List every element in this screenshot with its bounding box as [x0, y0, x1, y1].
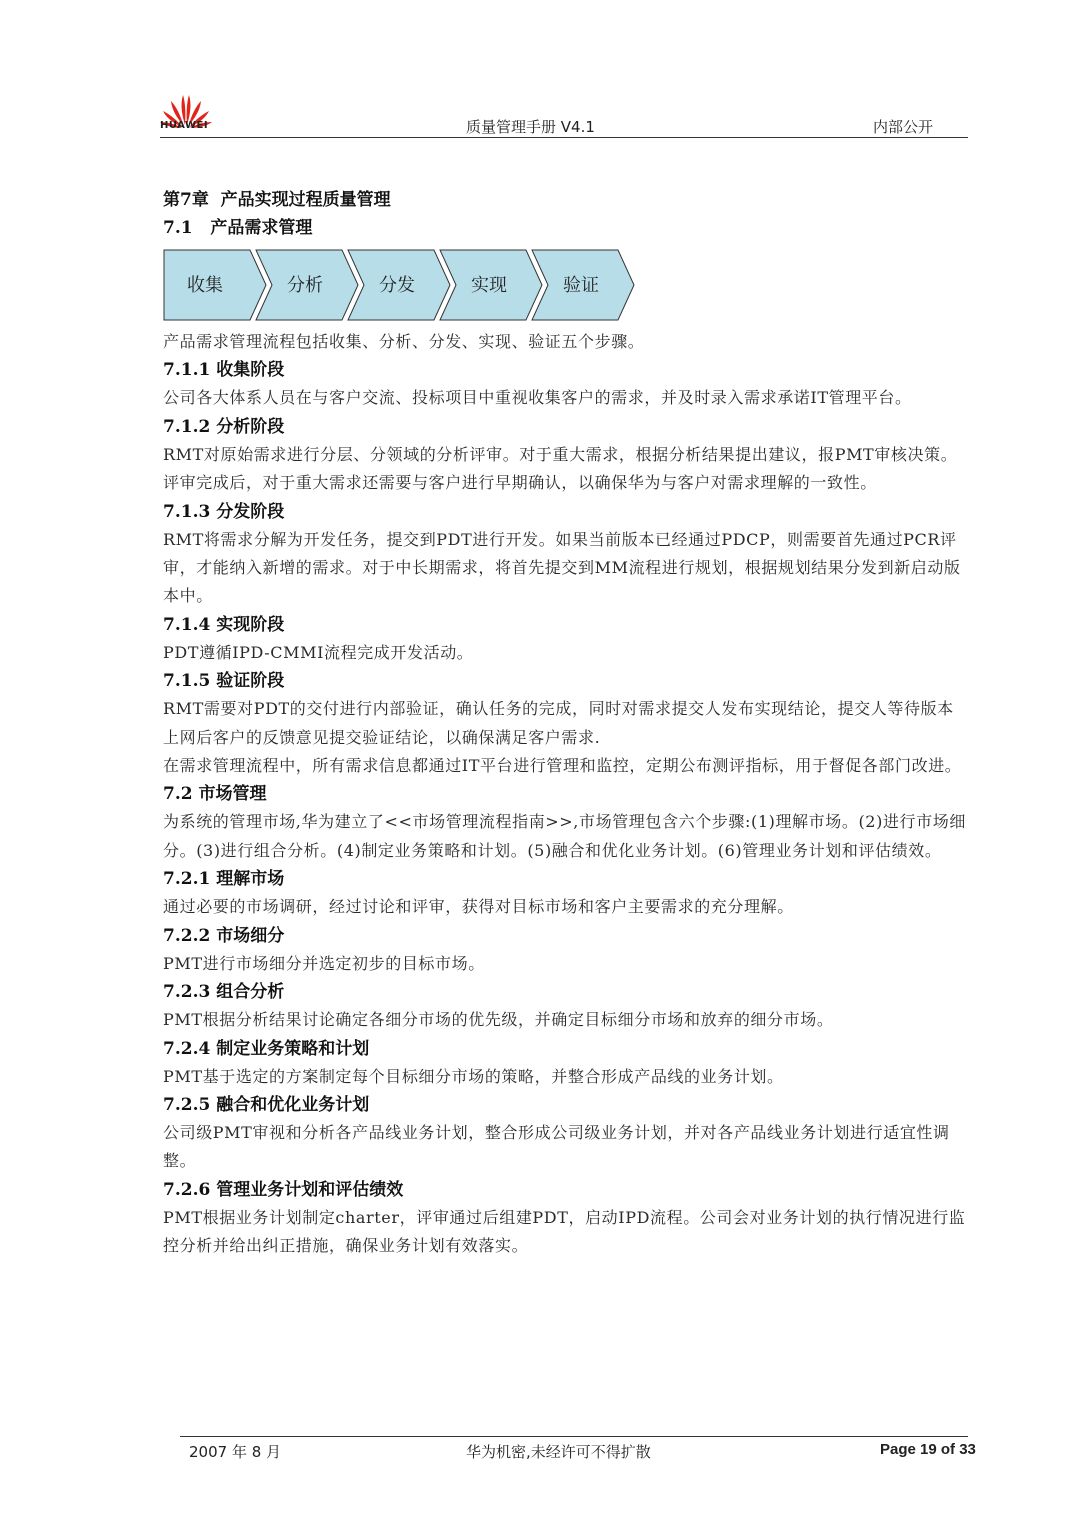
flow-step-label: 分发: [379, 275, 415, 296]
paragraph: PMT基于选定的方案制定每个目标细分市场的策略，并整合形成产品线的业务计划。: [163, 1066, 784, 1086]
footer-date: 2007 年 8 月: [189, 1443, 282, 1461]
paragraph: PMT根据分析结果讨论确定各细分市场的优先级，并确定目标细分市场和放弃的细分市场。: [163, 1010, 834, 1030]
section-heading: 7.2 市场管理: [163, 784, 267, 805]
paragraph: 公司级PMT审视和分析各产品线业务计划，整合形成公司级业务计划，并对各产品线业务计划进行适宜性调整。: [163, 1122, 950, 1171]
process-flow-diagram: [163, 246, 969, 326]
header-divider: [160, 137, 968, 138]
subsection-heading: 7.2.2 市场细分: [163, 925, 285, 946]
header-title: 质量管理手册 V4.1: [466, 118, 595, 136]
subsection-heading: 7.2.1 理解市场: [163, 869, 285, 890]
paragraph: 在需求管理流程中，所有需求信息都通过IT平台进行管理和监控，定期公布测评指标，用于督促各部门改进。: [163, 756, 962, 776]
footer-page-number: Page 19 of 33: [880, 1441, 976, 1458]
paragraph: 为系统的管理市场,华为建立了<<市场管理流程指南>>,市场管理包含六个步骤:(1)理解市场。(2)进行市场细分。(3)进行组合分析。(4)制定业务策略和计划。(5)融合和优化业务计划。(6)管理业务计划和评估绩效。: [163, 812, 966, 860]
flow-step: [532, 250, 634, 320]
flow-step-label: 实现: [471, 275, 507, 296]
flow-step: [348, 250, 450, 320]
paragraph: RMT将需求分解为开发任务，提交到PDT进行开发。如果当前版本已经通过PDCP，则需要首先通过PCR评审，才能纳入新增的需求。对于中长期需求，将首先提交到MM流程进行规划，根据规划结果分发到新启动版本中。: [163, 529, 961, 606]
flow-step-label: 验证: [563, 275, 599, 296]
subsection-heading: 7.1.5 验证阶段: [163, 671, 285, 692]
subsection-heading: 7.2.6 管理业务计划和评估绩效: [163, 1179, 404, 1200]
document-body: [163, 186, 969, 1261]
subsection-heading: 7.2.5 融合和优化业务计划: [163, 1094, 370, 1115]
footer-divider: [180, 1436, 968, 1437]
subsection-heading: 7.2.3 组合分析: [163, 982, 285, 1003]
flow-step-label: 收集: [187, 275, 223, 296]
paragraph: PMT根据业务计划制定charter，评审通过后组建PDT，启动IPD流程。公司会对业务计划的执行情况进行监控分析并给出纠正措施，确保业务计划有效落实。: [163, 1207, 966, 1256]
subsection-heading: 7.1.4 实现阶段: [163, 614, 285, 635]
paragraph: RMT需要对PDT的交付进行内部验证，确认任务的完成，同时对需求提交人发布实现结论，提交人等待版本上网后客户的反馈意见提交验证结论，以确保满足客户需求.: [163, 699, 954, 747]
subsection-heading: 7.1.1 收集阶段: [163, 360, 285, 381]
subsection-heading: 7.1.2 分析阶段: [163, 416, 285, 437]
section-heading: 7.1 产品需求管理: [163, 218, 313, 238]
footer-confidential-notice: 华为机密,未经许可不得扩散: [466, 1443, 651, 1461]
paragraph: 产品需求管理流程包括收集、分析、分发、实现、验证五个步骤。: [163, 332, 645, 351]
paragraph: 公司各大体系人员在与客户交流、投标项目中重视收集客户的需求，并及时录入需求承诺IT管理平台。: [163, 388, 912, 408]
flow-step: [440, 250, 542, 320]
subsection-heading: 7.1.3 分发阶段: [163, 501, 285, 522]
chapter-title: 第7章 产品实现过程质量管理: [163, 190, 391, 210]
logo-text: HUAWEI: [160, 120, 209, 131]
header-classification: 内部公开: [873, 118, 934, 136]
flow-step: [164, 250, 266, 320]
flow-step-label: 分析: [287, 275, 323, 296]
paragraph: 通过必要的市场调研，经过讨论和评审，获得对目标市场和客户主要需求的充分理解。: [163, 897, 794, 917]
paragraph: RMT对原始需求进行分层、分领域的分析评审。对于重大需求，根据分析结果提出建议，报PMT审核决策。评审完成后，对于重大需求还需要与客户进行早期确认，以确保华为与客户对需求理解的一致性。: [163, 444, 958, 493]
subsection-heading: 7.2.4 制定业务策略和计划: [163, 1038, 370, 1059]
paragraph: PMT进行市场细分并选定初步的目标市场。: [163, 953, 485, 973]
flow-step: [256, 250, 358, 320]
paragraph: PDT遵循IPD-CMMI流程完成开发活动。: [163, 642, 474, 662]
